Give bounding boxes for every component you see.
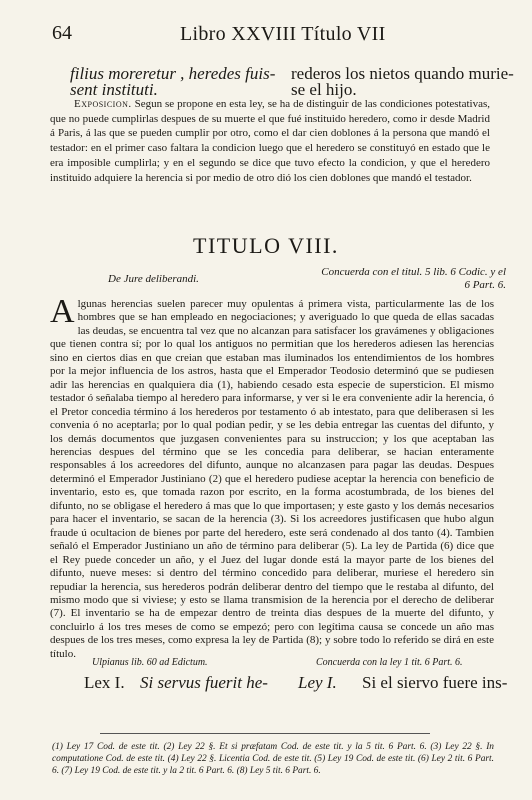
main-text <box>50 293 494 661</box>
page-header <box>52 22 480 46</box>
law-source-left: Ulpianus lib. 60 ad Edictum. <box>92 657 208 668</box>
concordance-note: Concuerda con el titul. 5 lib. 6 Codic. y el 6 Part. 6. <box>321 266 506 291</box>
running-head: Libro XXVIII Título VII <box>180 23 386 45</box>
footnote-divider <box>100 733 430 734</box>
latin-law-text: Si servus fuerit he- <box>140 673 268 692</box>
page-number: 64 <box>52 22 72 44</box>
latin-line: sent instituti. <box>70 80 158 99</box>
spanish-law-label: Ley I. <box>298 673 337 692</box>
spanish-line: se el hijo. <box>291 80 357 99</box>
spanish-law-text: Si el siervo fuere ins- <box>362 673 508 692</box>
footnotes: (1) Ley 17 Cod. de este tit. (2) Ley 22 §. Et si præfatam Cod. de este tit. y la 5 tit. 6 Part. 6. (3) Ley 22 §. In computatione Cod. de este tit. (4) Ley 22 §. Licentia Cod. de este tit. (5) Ley 19 Cod. de este tit. (6) Ley 2 tit. 6 Part. 6. (7) Ley 19 Cod. de este tit. y la 2 tit. 6 Part. 6. (8) Ley 5 tit. 6 Part. 6. <box>52 742 494 777</box>
section-subheading: De Jure deliberandi. <box>108 273 199 285</box>
exposition-label: Exposicion. <box>74 98 132 110</box>
exposition-text: Segun se propone en esta ley, se ha de distinguir de las condiciones potestativas, que no puede cumplirlas despues de su muerte el que fué instituido heredero, como ir desde Madrid á Paris, á las que se pueden cumplir por otro, como el dar cien doblones á la persona que mandó el testador: en el primer caso faltara la condicion luego que el heredero se constituyó en estado que le era imposible cumplirla; y en el segundo se dice que tuvo efecto la condicion, y que el heredero instituido adquiere la herencia si por medio de otro dió los cien doblones que mandó el testador. <box>50 98 491 184</box>
latin-line: filius moreretur , heredes fuis- <box>70 64 276 83</box>
spanish-line: rederos los nietos quando murie- <box>291 64 514 83</box>
exposition-paragraph <box>50 97 490 185</box>
main-text-body: lgunas herencias suelen parecer muy opulentas á primera vista, particularmente las de los hombres que se han empleado en negociaciones; y averiguado lo que queda de ellas sacadas las deudas, se encuentra tal vez que no alcanzan para satisfacer los gravámenes y obligaciones que tienen contra sí; por lo qual los antiguos no permitian que los herederos adiesen las herencias sino en ciertos dias en que creian que estaban mas iluminados los entendimientos de los hombres por la mejor influencia de los astros, hasta que el Emperador Teodosio determinó que se pudiesen adir las herencias en qualquiera dia (1), habiendo cesado esta especie de supersticion. El mismo testador ó señalaba tiempo al heredero para informarse, y ver si le era conveniente adir la herencia, ó el Pretor concedia término á los herederos por testamento ó ab intestato, para que deliberasen si les convenia ó no aceptarla; por lo qual podian pedir, y se les debia entregar las cuentas del difunto, y los demás documentos que juzgasen convenientes para su instruccion; y los que aceptaban las herencias despues del término que se les concedia para deliberar, se hacian enteramente responsables á los acreedores del difunto, aunque no alcanzasen para pagar las deudas. Despues determinó el Emperador Justiniano (2) que el heredero pudiese aceptar la herencia con beneficio de inventario, esto es, que tomada razon por escrito, en la forma acostumbrada, de los bienes del difunto, no se obligase el heredero á mas que lo que importasen; y este gasto y los demás necesarios para hacer el inventario, se sacan de la herencia (3). Si los acreedores justificasen que hubo algun fraude ú ocultacion de bienes por parte del heredero, este será condenado al dos tanto (4). Tambien señaló el Emperador Justiniano un año de término para deliberar (5). La ley de Partida (6) dice que el Rey puede conceder un año, y el Juez del lugar donde está la mayor parte de los bienes del difunto, nueve meses: si dentro del término concedido para deliberar, muriese el heredero sin repudiar la herencia, sus herederos podrán deliberar dentro del tiempo que le restaba al difunto, del mismo modo que si viviese; y esto se llama transmision de la herencia por el derecho de deliberar (7). El inventario se ha de empezar dentro de treinta dias despues de la muerte del difunto, y concluirlo á los tres meses de como se empezó; pero con legítima causa se concede un año mas despues de los tres meses, como expresa la ley de Partida (8); y sobre todo lo referido se dirá en este título. <box>50 298 494 660</box>
section-title: TITULO VIII. <box>193 233 339 258</box>
latin-law-label: Lex I. <box>84 673 125 692</box>
drop-cap: A <box>50 293 75 330</box>
law-source-right: Concuerda con la ley 1 tit. 6 Part. 6. <box>316 657 463 668</box>
